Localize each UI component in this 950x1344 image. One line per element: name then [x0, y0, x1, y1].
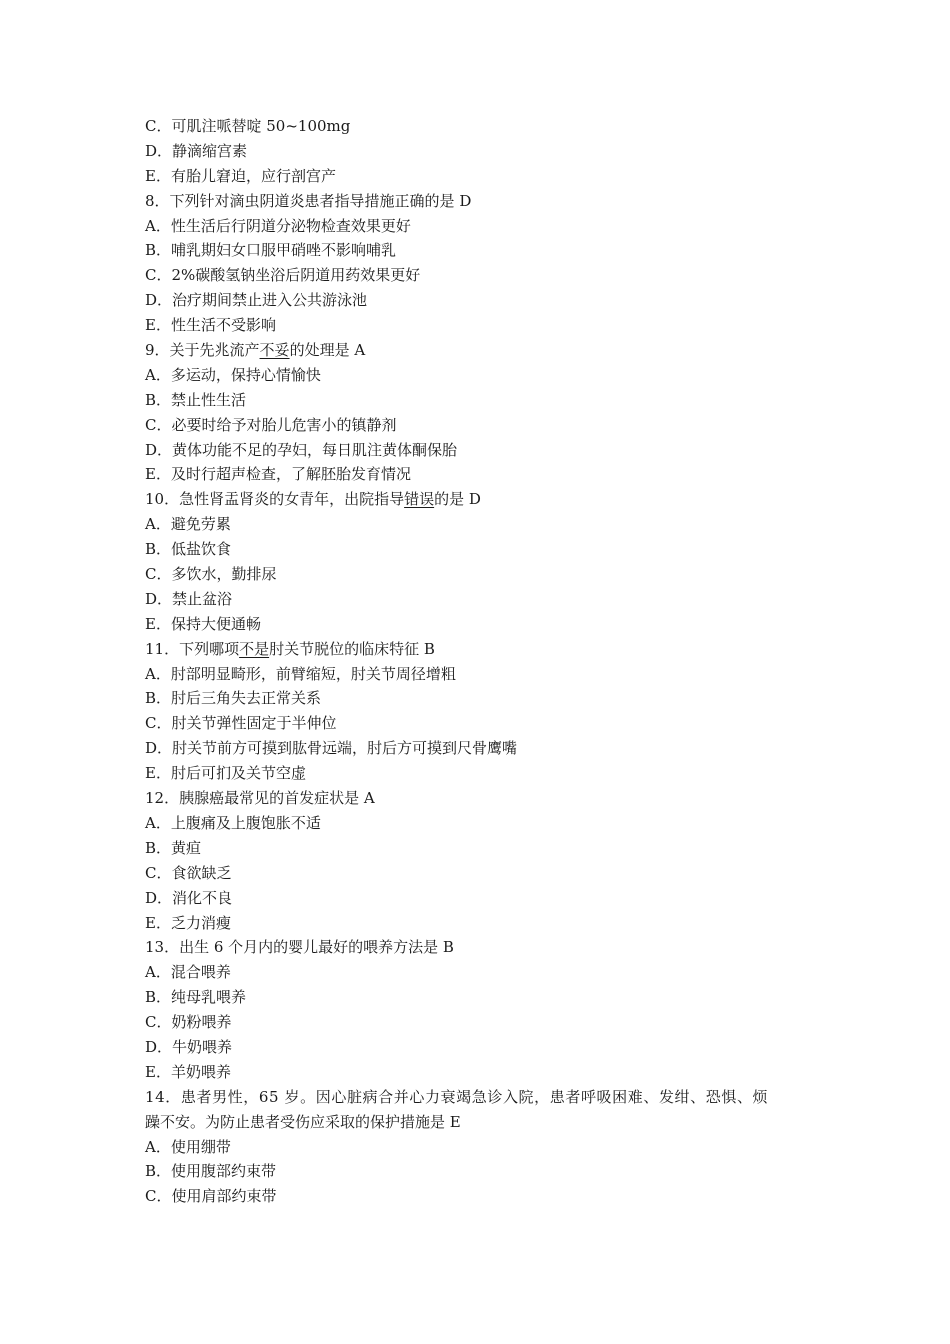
text-line — [145, 1110, 815, 1135]
line-text: E．性生活不受影响 — [145, 316, 276, 335]
line-text: A．避免劳累 — [145, 515, 231, 534]
line-text: A．肘部明显畸形，前臂缩短，肘关节周径增粗 — [145, 664, 456, 683]
text-line — [145, 786, 815, 811]
text-line — [145, 886, 815, 911]
text-line — [145, 836, 815, 861]
text-line — [145, 662, 815, 687]
text-line — [145, 313, 815, 338]
line-text: 14．患者男性，65 岁。因心脏病合并心力衰竭急诊入院，患者呼吸困难、发绀、恐惧、烦 — [145, 1087, 769, 1106]
line-text: D．禁止盆浴 — [145, 589, 233, 608]
text-line — [145, 164, 815, 189]
underlined-keyword: 错误 — [404, 490, 435, 509]
line-text: 11．下列哪项 — [145, 639, 240, 658]
line-text: B．使用腹部约束带 — [145, 1162, 277, 1181]
line-text: D．牛奶喂养 — [145, 1037, 233, 1056]
line-text: C．使用肩部约束带 — [145, 1187, 277, 1206]
line-text: 的处理是 A — [289, 341, 366, 360]
line-text: E．乏力消瘦 — [145, 913, 231, 932]
line-text: 肘关节脱位的临床特征 B — [269, 639, 435, 658]
text-line — [145, 189, 815, 214]
text-line — [145, 960, 815, 985]
line-text: C．肘关节弹性固定于半伸位 — [145, 714, 337, 733]
line-text: E．保持大便通畅 — [145, 614, 261, 633]
text-line — [145, 935, 815, 960]
line-text: D．静滴缩宫素 — [145, 141, 248, 160]
document-body — [145, 114, 815, 1209]
text-line — [145, 413, 815, 438]
line-text: C．可肌注哌替啶 50~100mg — [145, 117, 351, 135]
text-line — [145, 1159, 815, 1184]
line-text: 的是 D — [434, 490, 481, 509]
line-text: E．有胎儿窘迫，应行剖宫产 — [145, 166, 336, 185]
text-line — [145, 512, 815, 537]
text-line — [145, 811, 815, 836]
line-text: E．肘后可扪及关节空虚 — [145, 764, 306, 783]
text-line — [145, 139, 815, 164]
line-text: B．肘后三角失去正常关系 — [145, 689, 322, 708]
text-line — [145, 587, 815, 612]
text-line — [145, 711, 815, 736]
text-line — [145, 338, 815, 363]
text-line — [145, 761, 815, 786]
line-text: 10．急性肾盂肾炎的女青年，出院指导 — [145, 490, 405, 509]
line-text: A．多运动，保持心情愉快 — [145, 365, 321, 384]
text-line — [145, 612, 815, 637]
text-line — [145, 214, 815, 239]
line-text: D．治疗期间禁止进入公共游泳池 — [145, 291, 368, 310]
text-line — [145, 1010, 815, 1035]
line-text: 躁不安。为防止患者受伤应采取的保护措施是 E — [145, 1112, 461, 1131]
line-text: B．哺乳期妇女口服甲硝唑不影响哺乳 — [145, 241, 397, 260]
text-line — [145, 861, 815, 886]
text-line — [145, 911, 815, 936]
line-text: E．及时行超声检查，了解胚胎发育情况 — [145, 465, 411, 484]
text-line — [145, 562, 815, 587]
line-text: C．多饮水，勤排尿 — [145, 565, 277, 584]
line-text: A．使用绷带 — [145, 1137, 231, 1156]
text-line — [145, 985, 815, 1010]
line-text: A．上腹痛及上腹饱胀不适 — [145, 813, 321, 832]
text-line — [145, 238, 815, 263]
text-line — [145, 438, 815, 463]
line-text: B．禁止性生活 — [145, 390, 247, 409]
line-text: B．黄疸 — [145, 838, 202, 857]
line-text: D．黄体功能不足的孕妇，每日肌注黄体酮保胎 — [145, 440, 458, 459]
line-text: C．奶粉喂养 — [145, 1013, 232, 1032]
line-text: C．必要时给予对胎儿危害小的镇静剂 — [145, 415, 397, 434]
text-line — [145, 736, 815, 761]
line-text: B．低盐饮食 — [145, 540, 232, 559]
line-text: D．肘关节前方可摸到肱骨远端，肘后方可摸到尺骨鹰嘴 — [145, 739, 518, 758]
line-text: C．2%碳酸氢钠坐浴后阴道用药效果更好 — [145, 266, 421, 285]
line-text: A．混合喂养 — [145, 963, 231, 982]
text-line — [145, 537, 815, 562]
underlined-keyword: 不是 — [239, 639, 270, 658]
line-text: 9．关于先兆流产 — [145, 341, 260, 360]
line-text: D．消化不良 — [145, 888, 233, 907]
line-text: 12．胰腺癌最常见的首发症状是 A — [145, 789, 375, 808]
line-text: A．性生活后行阴道分泌物检查效果更好 — [145, 216, 411, 235]
text-line — [145, 114, 815, 139]
line-text: 8．下列针对滴虫阴道炎患者指导措施正确的是 D — [145, 191, 472, 210]
underlined-keyword: 不妥 — [259, 341, 290, 360]
text-line — [145, 487, 815, 512]
text-line — [145, 1035, 815, 1060]
text-line — [145, 263, 815, 288]
line-text: B．纯母乳喂养 — [145, 988, 247, 1007]
line-text: C．食欲缺乏 — [145, 863, 232, 882]
text-line — [145, 1085, 815, 1110]
text-line — [145, 388, 815, 413]
text-line — [145, 462, 815, 487]
text-line — [145, 686, 815, 711]
line-text: E．羊奶喂养 — [145, 1062, 231, 1081]
text-line — [145, 363, 815, 388]
text-line — [145, 1060, 815, 1085]
text-line — [145, 288, 815, 313]
text-line — [145, 1184, 815, 1209]
text-line — [145, 1135, 815, 1160]
text-line — [145, 637, 815, 662]
line-text: 13．出生 6 个月内的婴儿最好的喂养方法是 B — [145, 938, 454, 957]
